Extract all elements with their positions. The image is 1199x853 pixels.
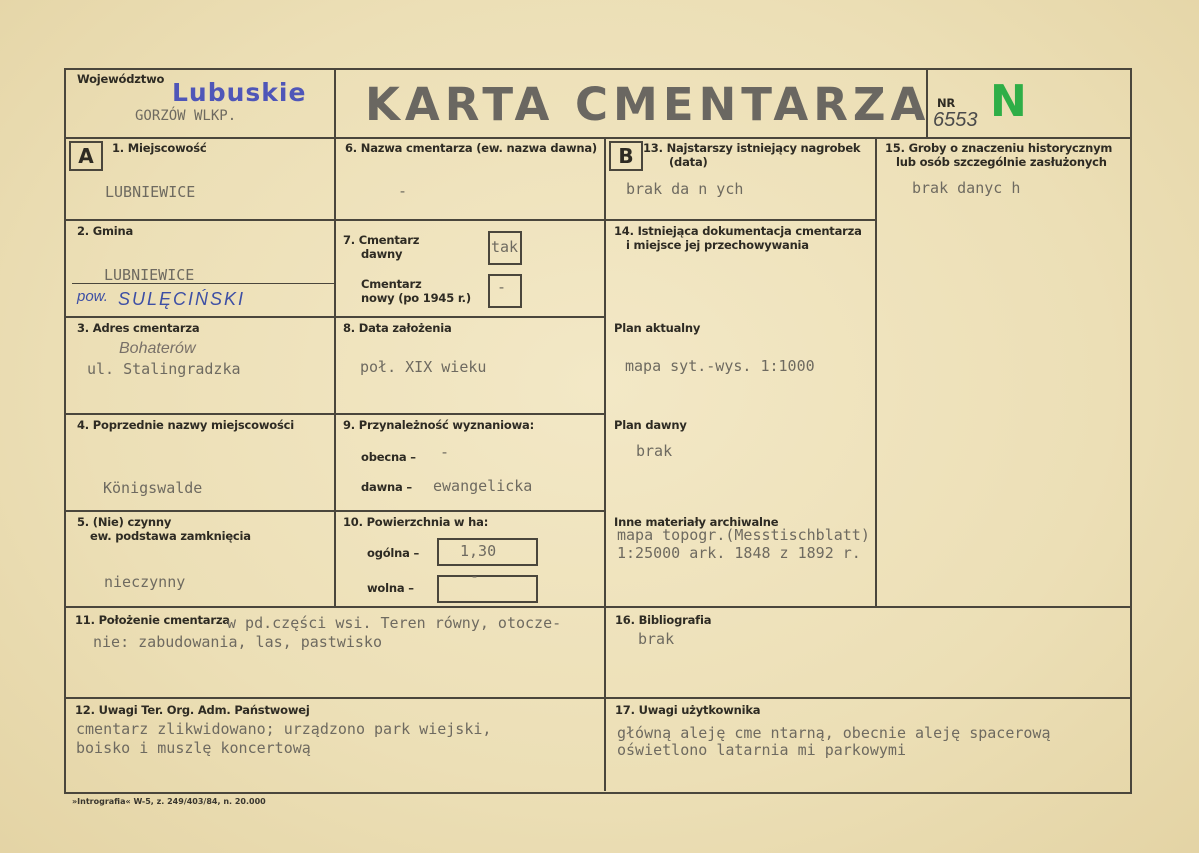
rule-row6 (64, 697, 1130, 699)
field-3-label: 3. Adres cmentarza (77, 321, 200, 335)
inne-line-1: mapa topogr.(Messtischblatt) (617, 526, 870, 544)
field-10-wolna-box (437, 575, 538, 603)
wojewodztwo-label: Województwo (77, 72, 165, 86)
field-15-value: brak danyc h (912, 179, 1021, 197)
field-11-label: 11. Położenie cmentarza (75, 613, 230, 627)
rule-col1 (334, 68, 336, 608)
field-9-obecna-value: - (440, 443, 450, 461)
nr-mark: N (990, 76, 1027, 127)
page-title: KARTA CMENTARZA (365, 78, 931, 131)
field-9-dawna-label: dawna – (361, 480, 412, 494)
field-10-wolna-value: - (470, 567, 480, 585)
field-12-label: 12. Uwagi Ter. Org. Adm. Państwowej (75, 703, 310, 717)
field-8-value: poł. XIX wieku (360, 358, 487, 376)
field-9-dawna-value: ewangelicka (433, 477, 533, 495)
rule-row5 (64, 606, 1130, 608)
field-10-ogolna-value: 1,30 (460, 542, 497, 560)
field-3-value: ul. Stalingradzka (87, 360, 241, 378)
field-7-dawny-label-1: 7. Cmentarz (343, 233, 420, 247)
field-17-line-1: główną aleję cme ntarną, obecnie aleję spacerową (617, 724, 1051, 742)
field-10-label: 10. Powierzchnia w ha: (343, 515, 489, 529)
field-12-line-1: cmentarz zlikwidowano; urządzono park wiejski, (76, 720, 492, 738)
field-7-nowy-value: - (497, 278, 507, 296)
field-5-value: nieczynny (104, 573, 186, 591)
wojewodztwo-typed: GORZÓW WLKP. (135, 108, 237, 124)
field-6-label: 6. Nazwa cmentarza (ew. nazwa dawna) (345, 141, 597, 155)
field-13-value: brak da n ych (626, 180, 744, 198)
nr-handwritten: 6553 (933, 109, 978, 131)
field-8-label: 8. Data założenia (343, 321, 452, 335)
nr-label: NR (937, 96, 956, 110)
rule-col2 (604, 137, 606, 791)
field-10-ogolna-label: ogólna – (367, 546, 420, 560)
field-11-line-1: w pd.części wsi. Teren równy, otocze- (227, 614, 562, 632)
field-17-line-2: oświetlono latarnia mi parkowymi (617, 741, 906, 759)
rule-header (64, 137, 1130, 139)
field-2-label: 2. Gmina (77, 224, 134, 238)
field-11-line-2: nie: zabudowania, las, pastwisko (93, 633, 382, 651)
field-9-obecna-label: obecna – (361, 450, 416, 464)
field-5-label-1: 5. (Nie) czynny (77, 515, 172, 529)
field-3-correction: Bohaterów (119, 340, 196, 357)
field-2-value: LUBNIEWICE (104, 266, 195, 284)
wojewodztwo-stamp: Lubuskie (172, 78, 307, 107)
field-2-pow-prefix: pow. (77, 288, 108, 305)
field-4-label: 4. Poprzednie nazwy miejscowości (77, 418, 294, 432)
field-13-label-2: (data) (669, 155, 708, 169)
field-7-dawny-label-2: dawny (361, 247, 403, 261)
field-16-label: 16. Bibliografia (615, 613, 712, 627)
rule-col3 (875, 137, 877, 608)
field-14-label-1: 14. Istniejąca dokumentacja cmentarza (614, 224, 862, 238)
field-1-label: 1. Miejscowość (112, 141, 207, 155)
print-footer: »Intrografia« W-5, z. 249/403/84, n. 20.000 (72, 797, 266, 806)
plan-dawny-label: Plan dawny (614, 418, 687, 432)
plan-aktualny-value: mapa syt.-wys. 1:1000 (625, 357, 815, 375)
field-4-value: Königswalde (103, 479, 203, 497)
plan-dawny-value: brak (636, 442, 673, 460)
field-12-line-2: boisko i muszlę koncertową (76, 739, 311, 757)
rule-row1b (606, 219, 876, 221)
field-10-wolna-label: wolna – (367, 581, 414, 595)
field-13-label-1: 13. Najstarszy istniejący nagrobek (643, 141, 861, 155)
field-9-label: 9. Przynależność wyznaniowa: (343, 418, 534, 432)
inne-label: Inne materiały archiwalne (614, 515, 779, 529)
plan-aktualny-label: Plan aktualny (614, 321, 701, 335)
field-6-value: - (398, 182, 408, 200)
field-15-label-1: 15. Groby o znaczeniu historycznym (885, 141, 1113, 155)
field-2-pow-value: SULĘCIŃSKI (118, 289, 246, 309)
field-7-nowy-label-2: nowy (po 1945 r.) (361, 291, 471, 305)
section-a-mark: A (69, 141, 103, 171)
field-1-value: LUBNIEWICE (105, 183, 196, 201)
field-17-label: 17. Uwagi użytkownika (615, 703, 761, 717)
field-5-label-2: ew. podstawa zamknięcia (90, 529, 251, 543)
section-b-mark: B (609, 141, 643, 171)
inne-line-2: 1:25000 ark. 1848 z 1892 r. (617, 544, 861, 562)
field-7-dawny-value: tak (491, 238, 519, 256)
field-15-label-2: lub osób szczególnie zasłużonych (896, 155, 1107, 169)
field-7-nowy-label-1: Cmentarz (361, 277, 422, 291)
field-16-value: brak (638, 630, 675, 648)
field-14-label-2: i miejsce jej przechowywania (626, 238, 809, 252)
